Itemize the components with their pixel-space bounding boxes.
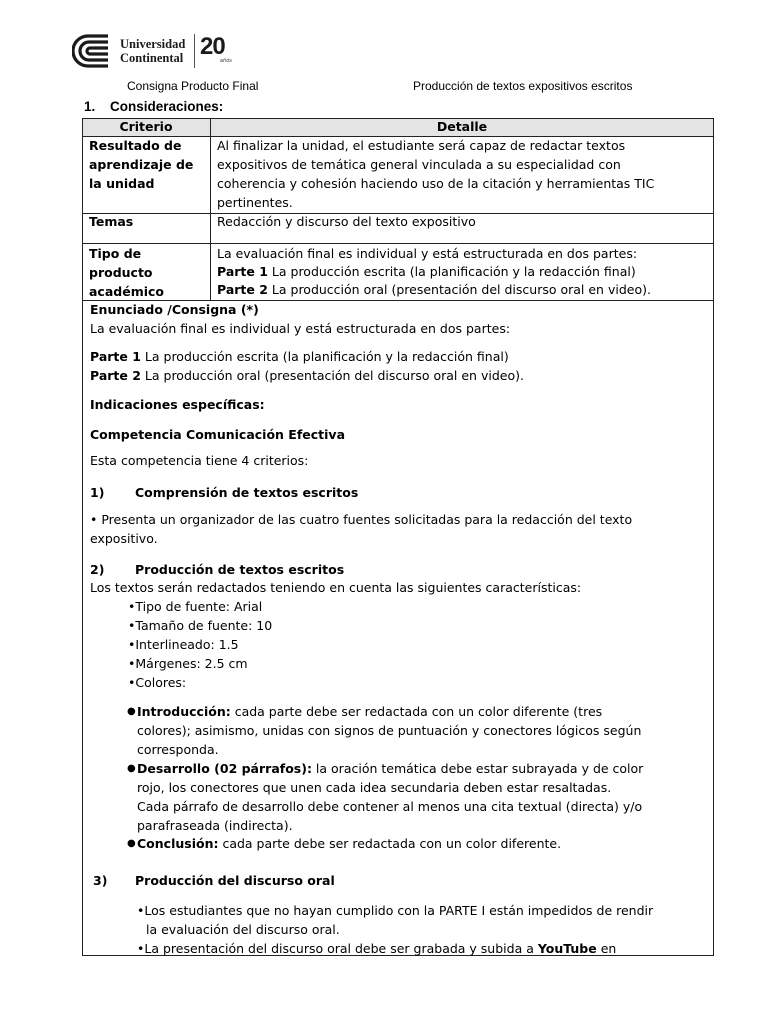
list-item: •Tamaño de fuente: 10 [128, 618, 273, 633]
list-item: •Colores: [128, 675, 187, 690]
introduccion-item: Introducción: cada parte debe ser redactada con un color diferente (tres colores); asimismo, unidas con signos de puntuación y conectores lógicos según corresponda. [137, 704, 642, 757]
table-header-criterio: Criterio [119, 119, 173, 134]
logo-text-line2: Continental [120, 51, 184, 65]
list-item: •Interlineado: 1.5 [128, 637, 239, 652]
list-item: •Tipo de fuente: Arial [128, 599, 263, 614]
section-title: Consideraciones: [110, 99, 224, 114]
row2-label: Temas [89, 214, 134, 229]
bullet-dot: ● [127, 706, 136, 717]
parte-1: Parte 1 La producción escrita (la planificación y la redacción final) [90, 349, 509, 364]
logo-text-line1: Universidad [120, 37, 186, 51]
anniversary-label: años [220, 58, 232, 64]
format-list [128, 597, 272, 692]
criterion-2-intro: Los textos serán redactados teniendo en cuenta las siguientes características: [90, 580, 582, 595]
row3-label: Tipo de producto académico [89, 246, 165, 299]
row3-text: La evaluación final es individual y está estructurada en dos partes: Parte 1 La producción escrita (la planificación y la redacción final) Parte 2 La producción oral (presentación del discurso oral en video). [217, 246, 651, 297]
bullet-dot: ● [127, 838, 136, 849]
criterion-3-item-1: •Los estudiantes que no hayan cumplido con la PARTE I están impedidos de rendir la evaluación del discurso oral. [137, 903, 654, 937]
desarrollo-item: Desarrollo (02 párrafos): la oración temática debe estar subrayada y de color rojo, los conectores que unen cada idea secundaria deben estar resaltadas. Cada párrafo de desarrollo debe contener al menos una cita textual (directa) y/o parafraseada (indirecta). [137, 761, 644, 833]
header-left-title: Consigna Producto Final [127, 79, 259, 93]
criterion-1-text: • Presenta un organizador de las cuatro fuentes solicitadas para la redacción del texto expositivo. [90, 512, 633, 546]
criterion-1-number: 1) [90, 485, 105, 500]
table-header-detalle: Detalle [436, 119, 488, 134]
competencia-heading: Competencia Comunicación Efectiva [90, 427, 345, 442]
logo-divider [194, 34, 195, 68]
list-item: •Márgenes: 2.5 cm [128, 656, 248, 671]
anniversary-logo [200, 35, 234, 67]
parte-2: Parte 2 La producción oral (presentación del discurso oral en video). [90, 368, 524, 383]
criterion-3-item-2: •La presentación del discurso oral debe ser grabada y subida a YouTube en [137, 941, 617, 956]
bullet-dot: ● [127, 763, 136, 774]
enunciado-heading: Enunciado /Consigna (*) [90, 302, 259, 317]
section-number: 1. [84, 99, 96, 114]
criterion-1-title: Comprensión de textos escritos [135, 485, 359, 500]
criterion-2-title: Producción de textos escritos [135, 562, 345, 577]
anniversary-number: 20 [200, 33, 225, 60]
row2-text: Redacción y discurso del texto expositivo [217, 214, 476, 229]
logo-mark-icon [72, 33, 112, 69]
university-logo [72, 33, 112, 69]
enunciado-intro: La evaluación final es individual y está estructurada en dos partes: [90, 321, 511, 336]
criterios-count: Esta competencia tiene 4 criterios: [90, 453, 309, 468]
criterion-2-number: 2) [90, 562, 105, 577]
indicaciones-heading: Indicaciones específicas: [90, 397, 265, 412]
criterion-3-number: 3) [93, 873, 108, 888]
header-right-title: Producción de textos expositivos escritos [413, 79, 633, 93]
row1-text: Al finalizar la unidad, el estudiante será capaz de redactar textos expositivos de temática general vinculada a su especialidad con coherencia y cohesión haciendo uso de la citación y herramientas TIC pertinentes. [217, 138, 655, 210]
criterion-3-title: Producción del discurso oral [135, 873, 335, 888]
row1-label: Resultado de aprendizaje de la unidad [89, 138, 194, 191]
conclusion-item: Conclusión: cada parte debe ser redactada con un color diferente. [137, 836, 562, 851]
